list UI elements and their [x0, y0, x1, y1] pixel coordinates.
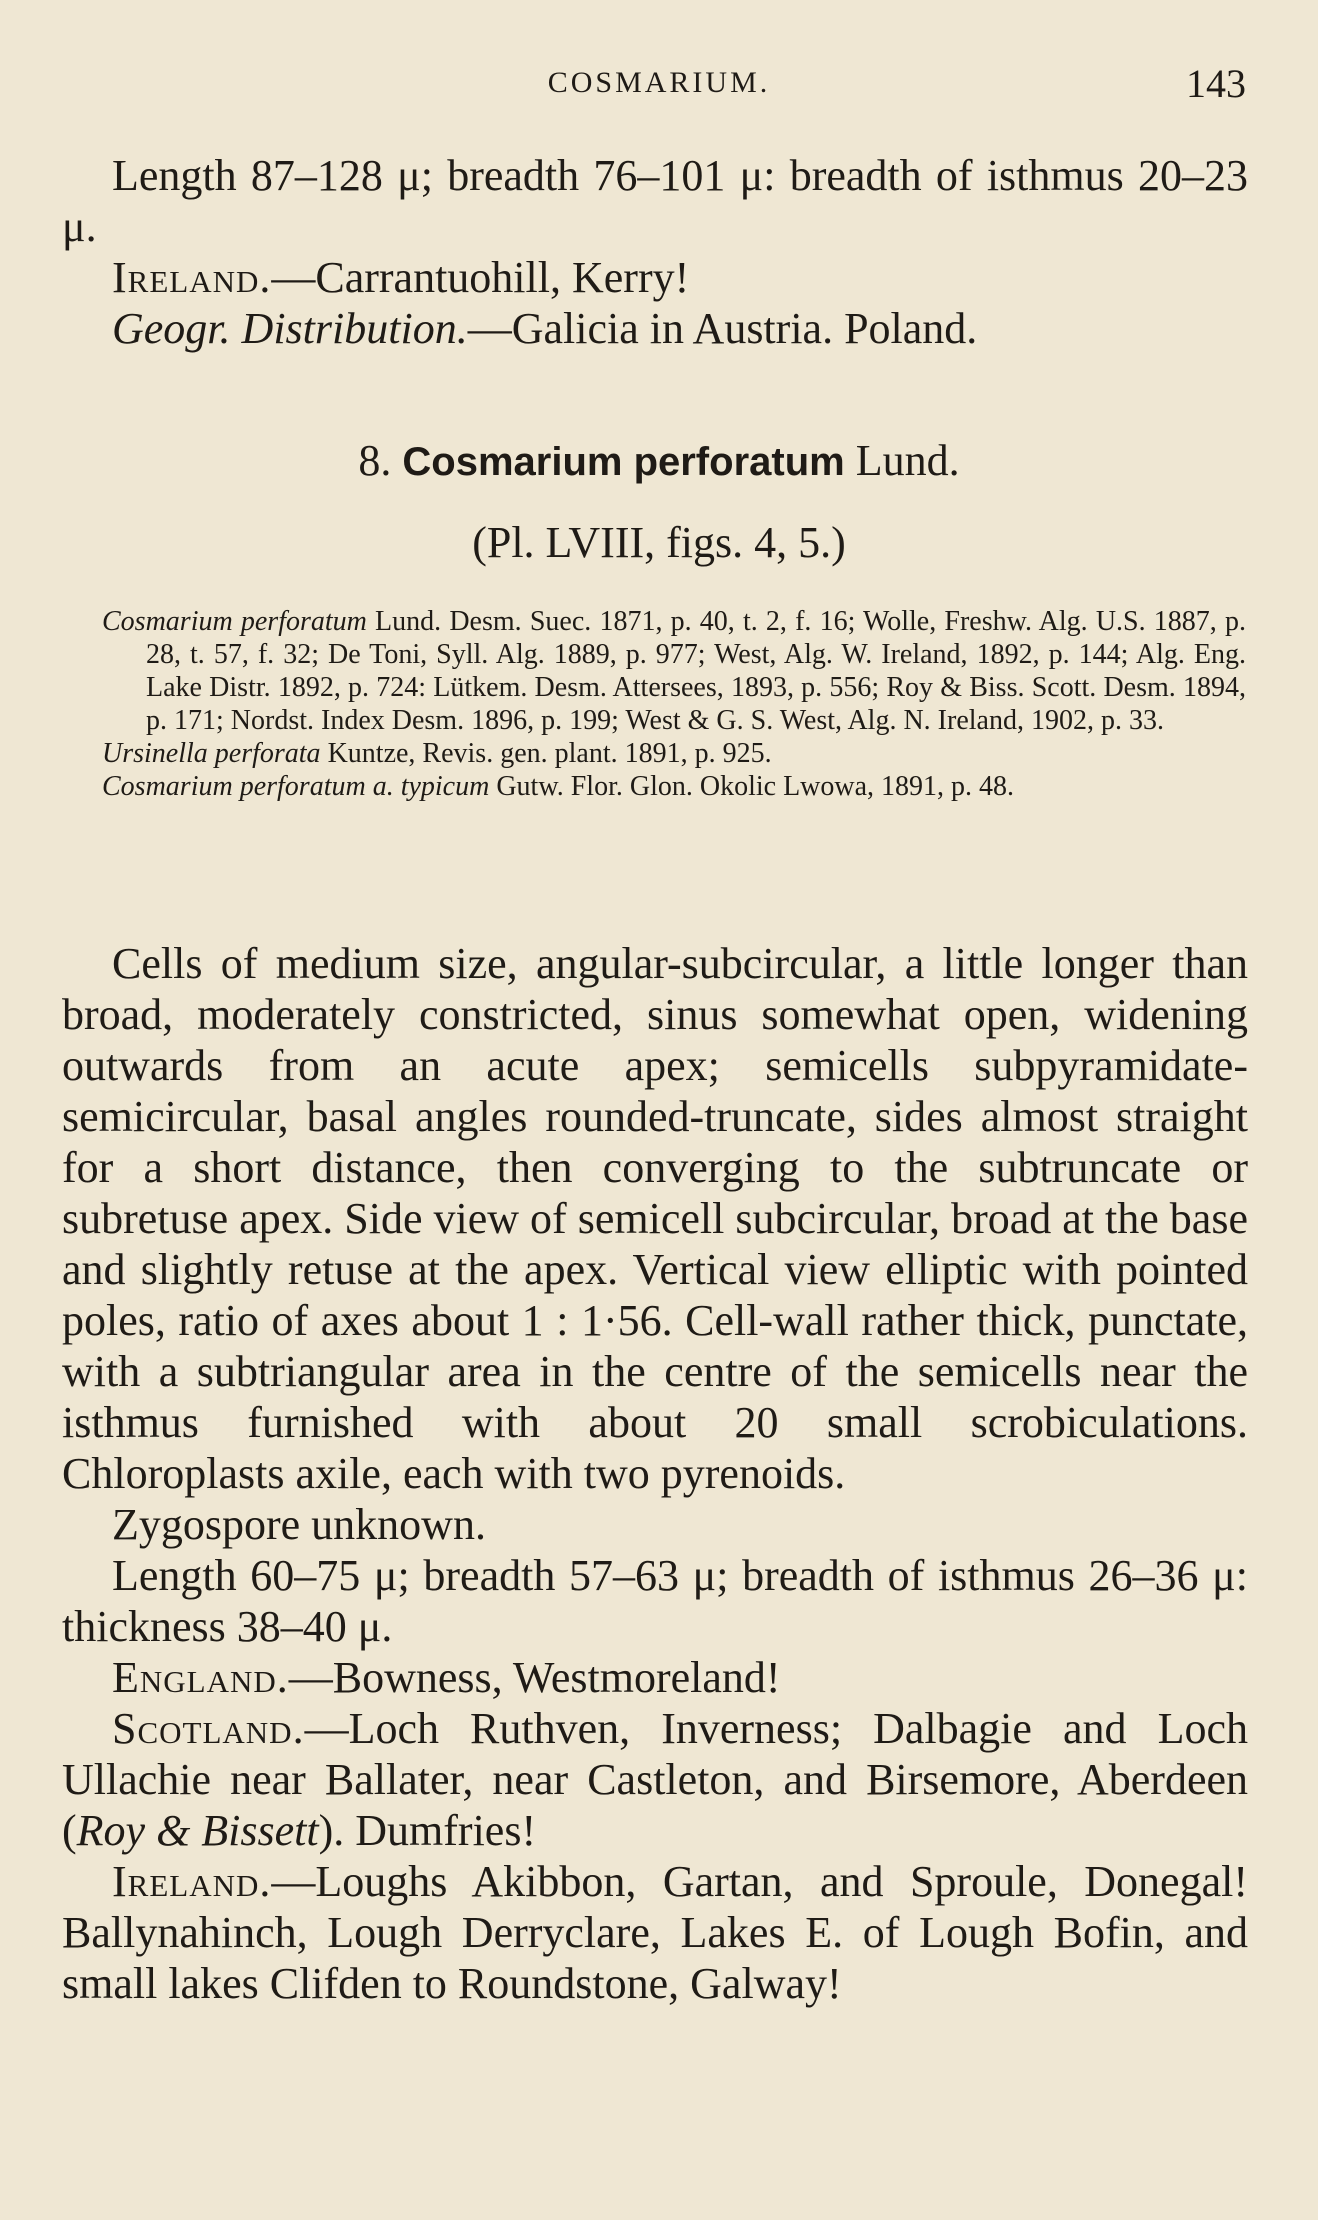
species-name: Cosmarium perforatum [402, 440, 845, 484]
synonym-name: Cosmarium perforatum [102, 606, 367, 637]
synonym-citation: Gutw. Flor. Glon. Okolic Lwowa, 1891, p. 48. [489, 771, 1015, 802]
plate-reference: (Pl. LVIII, figs. 4, 5.) [472, 518, 846, 567]
scotland-collectors: Roy & Bissett [76, 1806, 319, 1855]
synonym-citation: Lund. Desm. Suec. 1871, p. 40, t. 2, f. 16; Wolle, Freshw. Alg. U.S. 1887, p. 28, t. 57, f. 32; De Toni, Syll. Alg. 1889, p. 977; West, Alg. W. Ireland, 1892, p. 144; Alg. Eng. Lake Distr. 1892, p. 724: Lütkem. Desm. Attersees, 1893, p. 556; Roy & Biss. Scott. Desm. 1894, p. 171; Nordst. Index Desm. 1896, p. 199; West & G. S. West, Alg. N. Ireland, 1902, p. 33. [146, 606, 1246, 736]
synonym-citation: Kuntze, Revis. gen. plant. 1891, p. 925. [320, 738, 772, 769]
synonym-name: Cosmarium perforatum a. typicum [102, 771, 490, 802]
ireland-label: Ireland. [112, 253, 272, 302]
scotland-label: Scotland. [112, 1704, 305, 1753]
species-description [62, 938, 1248, 2009]
england-label: England. [112, 1653, 289, 1702]
species-heading [0, 435, 1318, 486]
geographic-distribution [62, 303, 1248, 354]
scotland-text-end: ). Dumfries! [318, 1806, 537, 1855]
previous-measurements: Length 87–128 μ; breadth 76–101 μ: breadth of isthmus 20–23 μ. [62, 151, 1248, 251]
distribution-label: Geogr. Distribution. [112, 304, 468, 353]
species-number: 8. [358, 436, 392, 485]
measurements: Length 60–75 μ; breadth 57–63 μ; breadth of isthmus 26–36 μ: thickness 38–40 μ. [62, 1551, 1248, 1651]
synonymy-entry [102, 605, 1246, 737]
distribution-text: —Galicia in Austria. Poland. [467, 304, 978, 353]
ireland-record [62, 1856, 1248, 2009]
synonymy-list [102, 605, 1246, 803]
page-header [0, 60, 1318, 110]
ireland-label: Ireland. [112, 1857, 272, 1906]
zygospore-note: Zygospore unknown. [112, 1500, 486, 1549]
previous-ireland-record [62, 252, 1248, 303]
running-title: COSMARIUM. [547, 66, 771, 99]
synonym-name: Ursinella perforata [102, 738, 321, 769]
england-text: —Bowness, Westmoreland! [288, 1653, 781, 1702]
ireland-text: —Loughs Akibbon, Gartan, and Sproule, Donegal! Ballynahinch, Lough Derryclare, Lakes E. of Lough Bofin, and small lakes Clifden to Roundstone, Galway! [62, 1857, 1248, 2008]
ireland-text: —Carrantuohill, Kerry! [271, 253, 690, 302]
species-author: Lund. [855, 436, 960, 485]
synonymy-entry [102, 737, 1246, 770]
synonymy-entry [102, 770, 1246, 803]
page-number: 143 [1186, 61, 1246, 106]
description-paragraph: Cells of medium size, angular-subcircular, a little longer than broad, moderately constricted, sinus somewhat open, widening outwards from an acute apex; semicells subpyramidate-semicircular, basal angles rounded-truncate, sides almost straight for a short distance, then converging to the subtruncate or subretuse apex. Side view of semicell subcircular, broad at the base and slightly retuse at the apex. Vertical view elliptic with pointed poles, ratio of axes about 1 : 1·56. Cell-wall rather thick, punctate, with a subtriangular area in the centre of the semicells near the isthmus furnished with about 20 small scrobiculations. Chloroplasts axile, each with two pyrenoids. [62, 939, 1248, 1498]
previous-species-tail [62, 150, 1248, 354]
england-record [62, 1652, 1248, 1703]
scotland-record [62, 1703, 1248, 1856]
scotland-text: —Loch Ruthven, Inverness; Dalbagie and Loch Ullachie near Ballater, near Castleton, and Birsemore, Aberdeen ( [62, 1704, 1248, 1855]
